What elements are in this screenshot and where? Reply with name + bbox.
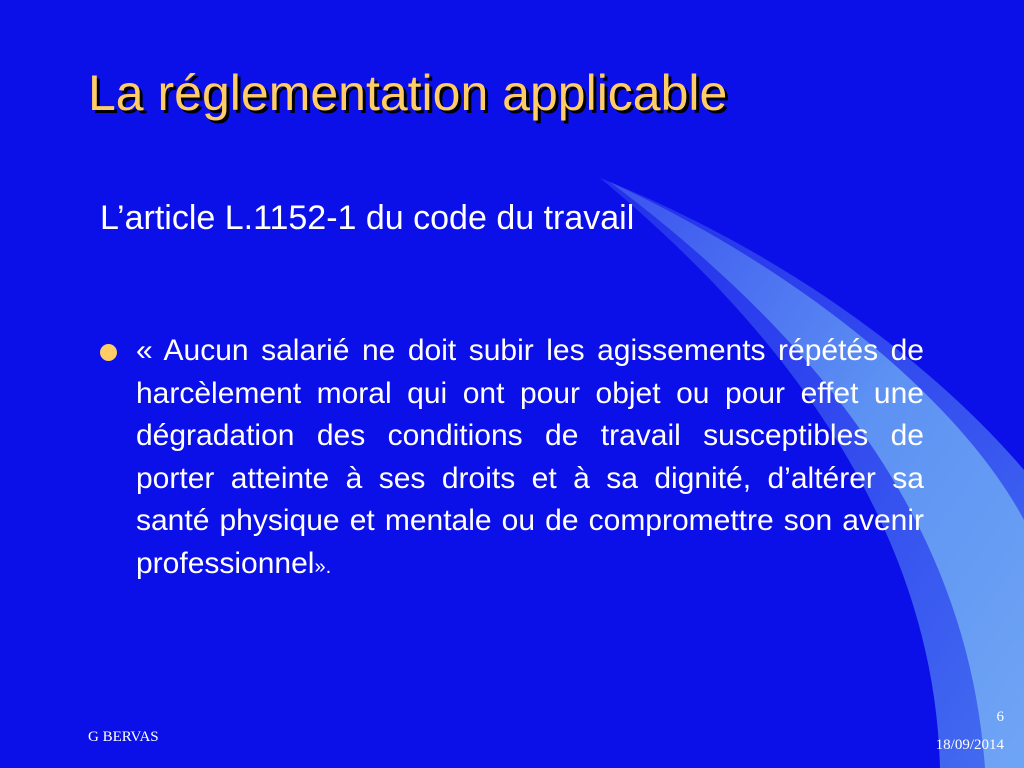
slide-title: La réglementation applicable bbox=[88, 65, 728, 121]
footer-author: G BERVAS bbox=[88, 729, 159, 745]
slide-subtitle: L’article L.1152-1 du code du travail bbox=[100, 199, 635, 237]
bullet-quote-text bbox=[136, 330, 924, 588]
footer-date: 18/09/2014 bbox=[935, 737, 1004, 753]
bullet-dot-icon bbox=[100, 344, 117, 361]
bullet-item bbox=[100, 330, 924, 588]
bullet-quote-body: « Aucun salarié ne doit subir les agissements répétés de harcèlement moral qui ont pour objet ou pour effet une dégradation des conditions de travail susceptibles de porter atteinte à ses droits et à sa dignité, d’altérer sa santé physique et mentale ou de compromettre son avenir professionnel bbox=[136, 334, 924, 580]
bullet-quote-end: ». bbox=[314, 555, 332, 578]
footer-page-number: 6 bbox=[996, 709, 1004, 725]
